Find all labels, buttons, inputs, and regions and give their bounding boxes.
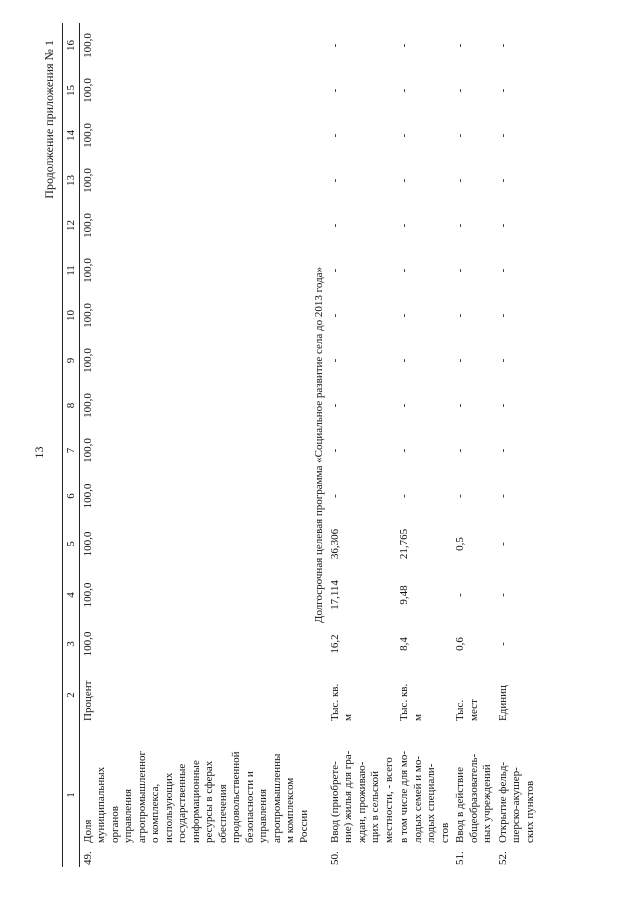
unit-line: мест <box>467 699 480 721</box>
value-cell: - <box>398 268 410 273</box>
value-cell: - <box>496 43 509 48</box>
value-cell: - <box>328 178 341 183</box>
value-cell: - <box>328 313 341 318</box>
value-cell: - <box>328 43 341 48</box>
value-cell: - <box>454 223 466 228</box>
indicator-name <box>327 723 397 845</box>
value-cell: - <box>328 494 341 498</box>
value-cell: - <box>454 268 466 273</box>
unit-cell: Единиц <box>496 685 509 721</box>
value-cell: - <box>398 313 410 318</box>
indicator-name <box>79 723 311 845</box>
value-cell: - <box>496 593 509 597</box>
value-cell: - <box>496 178 509 183</box>
indicator-line: Ввод (приобрете- <box>328 761 341 843</box>
indicator-line: местности, - всего <box>382 757 395 843</box>
col-header-14: 14 <box>63 113 80 158</box>
indicator-line: агропромышленны <box>270 753 283 843</box>
indicator-line: Доля <box>81 819 94 843</box>
indicator-line: о комплекса, <box>149 783 161 843</box>
value-cell: 100,0 <box>81 348 94 373</box>
col-header-8: 8 <box>63 383 80 428</box>
col-header-2: 2 <box>63 667 80 723</box>
indicator-line: информационные <box>189 760 202 843</box>
indicator-line: общеобразователь- <box>467 753 480 843</box>
col-header-15: 15 <box>63 68 80 113</box>
indicator-line: в том числе для мо- <box>398 750 410 843</box>
indicator-line: Ввод в действие <box>454 767 466 843</box>
row-number: 52. <box>496 851 509 865</box>
unit-line: Тыс. кв. <box>328 683 341 721</box>
value-cell: 0,5 <box>454 537 466 551</box>
value-cell: - <box>496 88 509 93</box>
table-row-50-sub <box>396 23 452 867</box>
table-row-50 <box>327 23 397 867</box>
value-cell: 21,765 <box>398 528 410 560</box>
value-cell: - <box>454 178 466 183</box>
row-number: 51. <box>454 851 466 865</box>
value-cell: - <box>328 358 341 363</box>
unit-cell <box>452 667 495 723</box>
indicator-line: лодых специали- <box>425 763 437 843</box>
value-cell: - <box>496 542 509 546</box>
value-cell: - <box>328 88 341 93</box>
value-cell: - <box>454 313 466 318</box>
value-cell: - <box>454 133 466 138</box>
value-cell: - <box>496 642 509 646</box>
indicator-line: агропромышленног <box>135 750 148 843</box>
col-header-13: 13 <box>63 158 80 203</box>
unit-cell: Процент <box>81 680 94 721</box>
value-cell: - <box>454 494 466 498</box>
unit-cell <box>396 667 452 723</box>
value-cell: - <box>328 223 341 228</box>
value-cell: - <box>496 358 509 363</box>
value-cell: 36,306 <box>328 528 341 560</box>
indicator-line: продовольственной <box>230 751 242 843</box>
value-cell: 100,0 <box>81 33 94 58</box>
row-number-empty <box>396 845 452 867</box>
indicator-line: стов <box>438 822 451 843</box>
value-cell: - <box>328 133 341 138</box>
value-cell: 16,2 <box>328 634 341 654</box>
value-cell: - <box>454 88 466 93</box>
indicator-line: шерско-акушер- <box>510 767 522 843</box>
indicator-line: ние) жилья для гра- <box>342 750 354 843</box>
value-cell: - <box>496 133 509 138</box>
value-cell: - <box>398 43 410 48</box>
value-cell: 100,0 <box>81 258 94 283</box>
appendix-continuation-label: Продолжение приложения № 1 <box>42 40 56 199</box>
unit-cell <box>327 667 397 723</box>
row-number: 50. <box>328 851 341 865</box>
value-cell: - <box>496 448 509 453</box>
table-row-52 <box>495 23 538 867</box>
col-header-6: 6 <box>63 473 80 519</box>
value-cell: 9,48 <box>398 585 410 605</box>
indicator-line: использующих <box>162 772 175 843</box>
value-cell: 100,0 <box>81 393 94 418</box>
value-cell: - <box>454 403 466 408</box>
value-cell: - <box>496 403 509 408</box>
value-cell: - <box>398 494 410 498</box>
col-header-9: 9 <box>63 338 80 383</box>
value-cell: 100,0 <box>81 168 94 193</box>
value-cell: - <box>454 358 466 363</box>
section-row <box>311 23 327 867</box>
indicator-line: управления <box>122 788 134 843</box>
indicator-line: муниципальных <box>95 766 107 843</box>
col-header-11: 11 <box>63 248 80 293</box>
unit-line: м <box>342 714 354 721</box>
indicator-line: Открытие фельд- <box>496 761 509 843</box>
value-cell: 0,6 <box>454 637 466 651</box>
value-cell: - <box>496 268 509 273</box>
page-number: 13 <box>32 446 46 459</box>
row-number: 49. <box>81 851 94 865</box>
indicator-name <box>495 723 538 845</box>
indicator-line: лодых семей и мо- <box>411 755 424 843</box>
section-title: Долгосрочная целевая программа «Социальное развитие села до 2013 года» <box>313 266 325 624</box>
indicator-line: ных учреждений <box>481 764 493 843</box>
value-cell: - <box>454 593 466 597</box>
indicator-line: управления <box>257 788 269 843</box>
value-cell: - <box>398 448 410 453</box>
indicator-line: государственные <box>176 763 188 843</box>
value-cell: 100,0 <box>81 213 94 238</box>
indicator-line: органов <box>108 806 121 843</box>
table-row-49 <box>79 23 311 867</box>
value-cell: - <box>328 448 341 453</box>
value-cell: - <box>496 313 509 318</box>
header-row <box>63 23 80 867</box>
indicators-table <box>62 23 537 867</box>
value-cell: 100,0 <box>81 631 94 657</box>
value-cell: - <box>328 268 341 273</box>
value-cell: 17,114 <box>328 580 341 610</box>
indicator-line: России <box>297 809 310 843</box>
col-header-7: 7 <box>63 428 80 473</box>
col-header-10: 10 <box>63 293 80 338</box>
value-cell: - <box>398 403 410 408</box>
unit-line: Тыс. кв. <box>398 683 410 721</box>
unit-line: Тыс. <box>454 699 466 721</box>
value-cell: - <box>496 494 509 498</box>
table-row-51 <box>452 23 495 867</box>
value-cell: 100,0 <box>81 78 94 103</box>
value-cell: - <box>398 358 410 363</box>
indicator-name <box>396 723 452 845</box>
value-cell: 100,0 <box>81 123 94 148</box>
value-cell: 100,0 <box>81 303 94 328</box>
value-cell: - <box>398 88 410 93</box>
col-header-3: 3 <box>63 621 80 667</box>
indicator-line: ресурсы в сферах <box>203 760 215 843</box>
value-cell: 8,4 <box>398 637 410 651</box>
indicator-line: щих в сельской <box>369 770 381 843</box>
col-header-4: 4 <box>63 569 80 621</box>
value-cell: - <box>496 223 509 228</box>
indicator-name <box>452 723 495 845</box>
value-cell: - <box>398 223 410 228</box>
col-header-12: 12 <box>63 203 80 248</box>
value-cell: - <box>454 43 466 48</box>
value-cell: - <box>398 133 410 138</box>
value-cell: 100,0 <box>81 531 94 557</box>
value-cell: 100,0 <box>81 582 94 608</box>
col-header-5: 5 <box>63 519 80 569</box>
indicator-line: безопасности и <box>243 771 256 843</box>
indicator-line: ских пунктов <box>523 780 536 843</box>
col-header-1: 1 <box>63 723 80 867</box>
unit-line: м <box>411 714 424 721</box>
indicator-line: м комплексом <box>284 777 296 843</box>
value-cell: 100,0 <box>81 483 94 509</box>
indicator-line: ждан, проживаю- <box>355 761 368 843</box>
value-cell: - <box>454 448 466 453</box>
value-cell: 100,0 <box>81 438 94 463</box>
indicator-line: обеспечения <box>216 784 229 843</box>
value-cell: - <box>328 403 341 408</box>
value-cell: - <box>398 178 410 183</box>
col-header-16: 16 <box>63 23 80 68</box>
